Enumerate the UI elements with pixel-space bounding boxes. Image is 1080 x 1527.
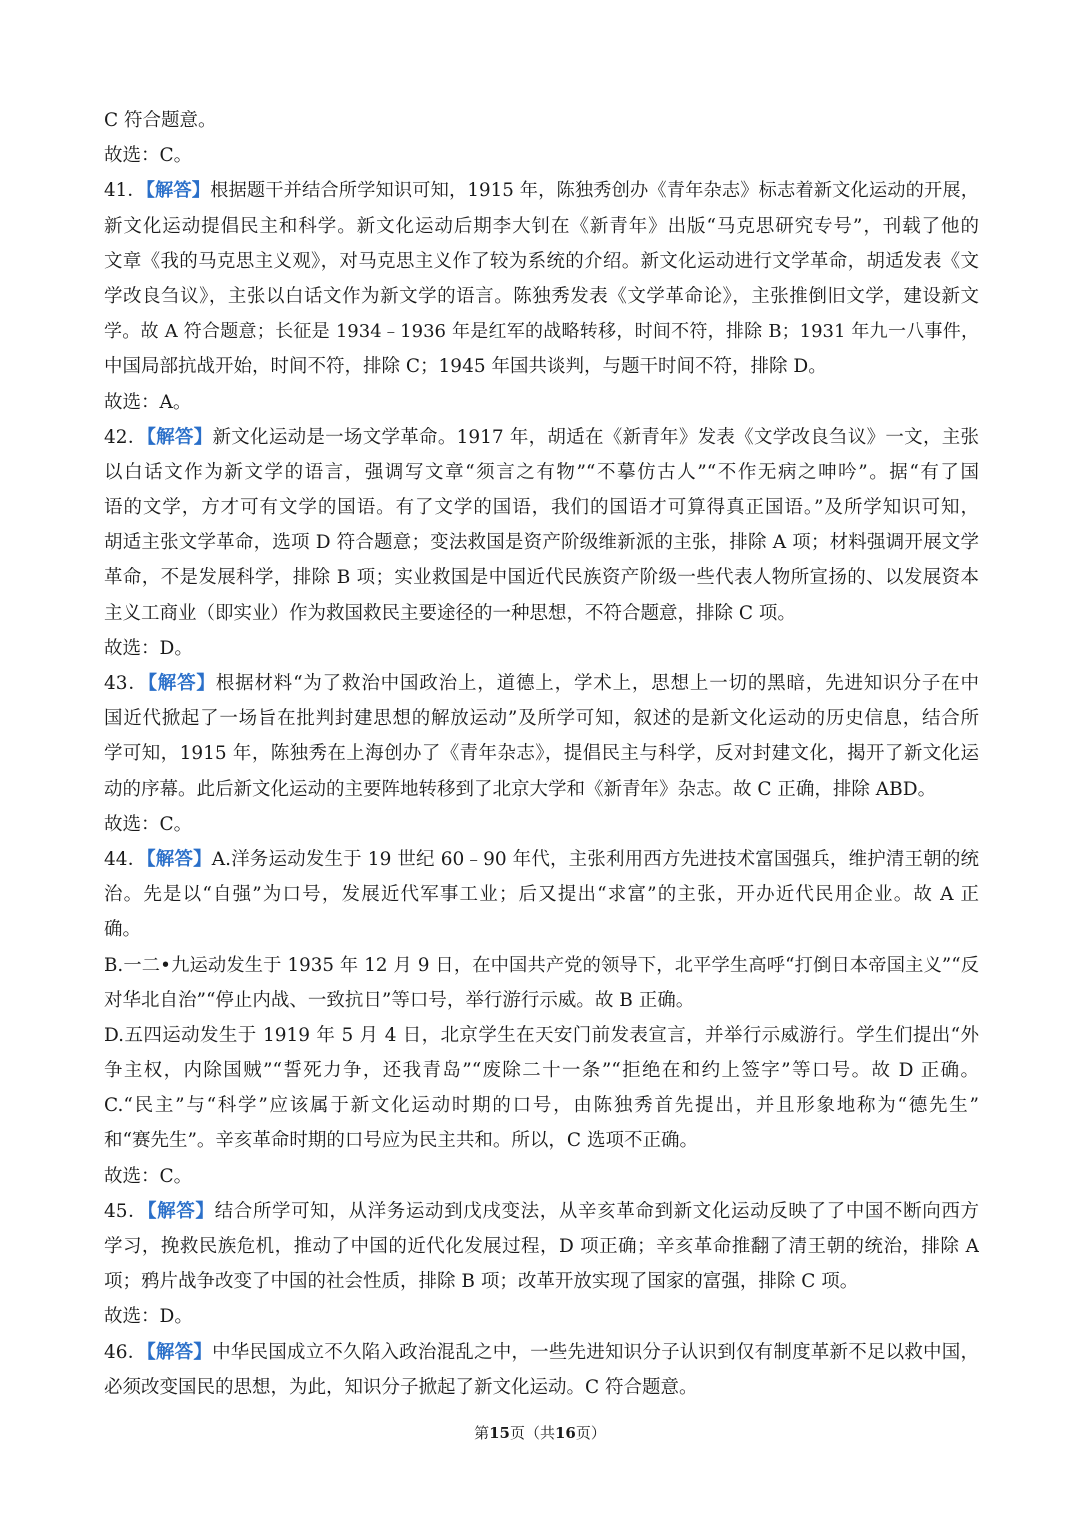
question-number: 42． (104, 426, 147, 448)
question-number: 45． (104, 1200, 148, 1222)
text-line (104, 1018, 979, 1053)
answer-tag: 【解答】 (146, 1341, 213, 1363)
text-line (104, 314, 979, 349)
line-text: 争主权，内除国贼”“誓死力争，还我青岛”“废除二十一条”“拒绝在和约上签字”等口号。故 D 正确。 (104, 1060, 979, 1082)
line-text: 革命，不是发展科学，排除 B 项；实业救国是中国近代民族资产阶级一些代表人物所宣扬的、以发展资本 (104, 567, 979, 589)
line-text: 学习，挽救民族危机，推动了中国的近代化发展过程，D 项正确；辛亥革命推翻了清王朝的统治，排除 A (104, 1236, 979, 1257)
line-text: A.洋务运动发生于 19 世纪 60﹣90 年代，主张利用西方先进技术富国强兵，维护清王朝的统 (211, 848, 979, 870)
question-number: 46． (104, 1341, 147, 1363)
line-text: 国近代掀起了一场旨在批判封建思想的解放运动”及所学可知，叙述的是新文化运动的历史信息，结合所 (104, 708, 979, 730)
text-line (104, 1335, 979, 1370)
line-text: 和“赛先生”。辛亥革命时期的口号应为民主共和。所以，C 选项不正确。 (104, 1130, 698, 1152)
text-line (104, 736, 979, 771)
text-line (104, 1370, 979, 1405)
line-text: C 符合题意。 (104, 110, 217, 131)
text-line (104, 279, 979, 314)
text-line (104, 244, 979, 279)
text-line (104, 1299, 979, 1334)
line-text: D.五四运动发生于 1919 年 5 月 4 日，北京学生在天安门前发表宣言，并举行示威游行。学生们提出“外 (104, 1024, 979, 1046)
line-text: 中国局部抗战开始，时间不符，排除 C；1945 年国共谈判，与题干时间不符，排除 D。 (104, 356, 827, 378)
text-line (104, 1053, 979, 1088)
line-text: 故选：C。 (104, 145, 193, 167)
question-number: 44． (104, 848, 147, 870)
page-footer (0, 1422, 1080, 1443)
text-line (104, 1123, 979, 1158)
answer-tag: 【解答】 (145, 180, 211, 202)
line-text: 对华北自治”“停止内战、一致抗日”等口号，举行游行示威。故 B 正确。 (104, 989, 695, 1011)
answer-tag: 【解答】 (147, 673, 216, 694)
line-text: 故选：C。 (104, 1165, 193, 1187)
line-text: 语的文学，方才可有文学的国语。有了文学的国语，我们的国语才可算得真正国语。”及所学知识可知， (104, 497, 979, 519)
text-line (104, 103, 979, 138)
text-line (104, 877, 979, 912)
text-line (104, 948, 979, 983)
line-text: C.“民主”与“科学”应该属于新文化运动时期的口号，由陈独秀首先提出，并且形象地称为“德先生” (104, 1095, 979, 1117)
text-line (104, 455, 979, 490)
text-line (104, 525, 979, 560)
footer-prefix: 第 (474, 1424, 490, 1442)
text-line (104, 560, 979, 595)
text-line (104, 420, 979, 455)
line-text: 治。先是以“自强”为口号，发展近代军事工业；后又提出“求富”的主张，开办近代民用企业。故 A 正 (104, 884, 979, 906)
text-line (104, 1088, 979, 1123)
text-line (104, 1229, 979, 1264)
text-line (104, 983, 979, 1018)
text-line (104, 1159, 979, 1194)
line-text: 结合所学可知，从洋务运动到戊戌变法，从辛亥革命到新文化运动反映了了中国不断向西方 (214, 1200, 979, 1222)
line-text: 以白话文作为新文学的语言，强调写文章“须言之有物”“不摹仿古人”“不作无病之呻吟”。据“有了国 (104, 461, 979, 483)
question-number: 43． (104, 673, 148, 694)
text-line (104, 807, 979, 842)
text-line (104, 701, 979, 736)
footer-mid: 页（共 (509, 1424, 555, 1442)
line-text: B.一二•九运动发生于 1935 年 12 月 9 日，在中国共产党的领导下，北平学生高呼“打倒日本帝国主义”“反 (104, 954, 979, 976)
line-text: 故选：A。 (104, 391, 192, 413)
text-line (104, 138, 979, 173)
line-text: 胡适主张文学革命，选项 D 符合题意；变法救国是资产阶级维新派的主张，排除 A 项；材料强调开展文学 (104, 532, 979, 554)
footer-suffix: 页） (575, 1424, 606, 1442)
text-line (104, 772, 979, 807)
line-text: 学可知，1915 年，陈独秀在上海创办了《青年杂志》，提倡民主与科学，反对封建文化，揭开了新文化运 (104, 743, 979, 765)
answer-text-body (104, 103, 979, 1405)
text-line (104, 385, 979, 420)
line-text: 故选：D。 (104, 637, 193, 659)
line-text: 动的序幕。此后新文化运动的主要阵地转移到了北京大学和《新青年》杂志。故 C 正确，排除 ABD。 (104, 778, 937, 800)
text-line (104, 666, 979, 701)
line-text: 主义工商业（即实业）作为救国救民主要途径的一种思想，不符合题意，排除 C 项。 (104, 602, 796, 624)
text-line (104, 209, 979, 244)
line-text: 故选：C。 (104, 813, 193, 835)
line-text: 根据材料“为了救治中国政治上，道德上，学术上，思想上一切的黑暗，先进知识分子在中 (215, 673, 979, 694)
line-text: 确。 (104, 919, 142, 941)
answer-tag: 【解答】 (146, 848, 212, 870)
footer-total-pages: 16 (555, 1424, 576, 1442)
text-line (104, 349, 979, 384)
line-text: 项；鸦片战争改变了中国的社会性质，排除 B 项；改革开放实现了国家的富强，排除 C 项。 (104, 1271, 859, 1293)
text-line (104, 490, 979, 525)
text-line (104, 631, 979, 666)
line-text: 必须改变国民的思想，为此，知识分子掀起了新文化运动。C 符合题意。 (104, 1376, 698, 1398)
answer-tag: 【解答】 (146, 426, 213, 448)
line-text: 中华民国成立不久陷入政治混乱之中，一些先进知识分子认识到仅有制度革新不足以救中国， (212, 1341, 979, 1363)
text-line (104, 173, 979, 208)
text-line (104, 912, 979, 947)
question-number: 41． (104, 180, 146, 202)
answer-tag: 【解答】 (147, 1200, 215, 1222)
line-text: 新文化运动是一场文学革命。1917 年，胡适在《新青年》发表《文学改良刍议》一文，主张 (212, 426, 979, 448)
text-line (104, 596, 979, 631)
line-text: 新文化运动提倡民主和科学。新文化运动后期李大钊在《新青年》出版“马克思研究专号”，刊载了他的 (104, 215, 979, 237)
footer-page-number: 15 (489, 1424, 510, 1442)
line-text: 根据题干并结合所学知识可知，1915 年，陈独秀创办《青年杂志》标志着新文化运动的开展， (210, 180, 979, 202)
line-text: 故选：D。 (104, 1306, 193, 1328)
line-text: 文章《我的马克思主义观》，对马克思主义作了较为系统的介绍。新文化运动进行文学革命，胡适发表《文 (104, 250, 979, 272)
line-text: 学。故 A 符合题意；长征是 1934﹣1936 年是红军的战略转移，时间不符，排除 B；1931 年九一八事件， (104, 321, 979, 343)
line-text: 学改良刍议》，主张以白话文作为新文学的语言。陈独秀发表《文学革命论》，主张推倒旧文学，建设新文 (104, 285, 979, 307)
text-line (104, 1264, 979, 1299)
text-line (104, 842, 979, 877)
text-line (104, 1194, 979, 1229)
